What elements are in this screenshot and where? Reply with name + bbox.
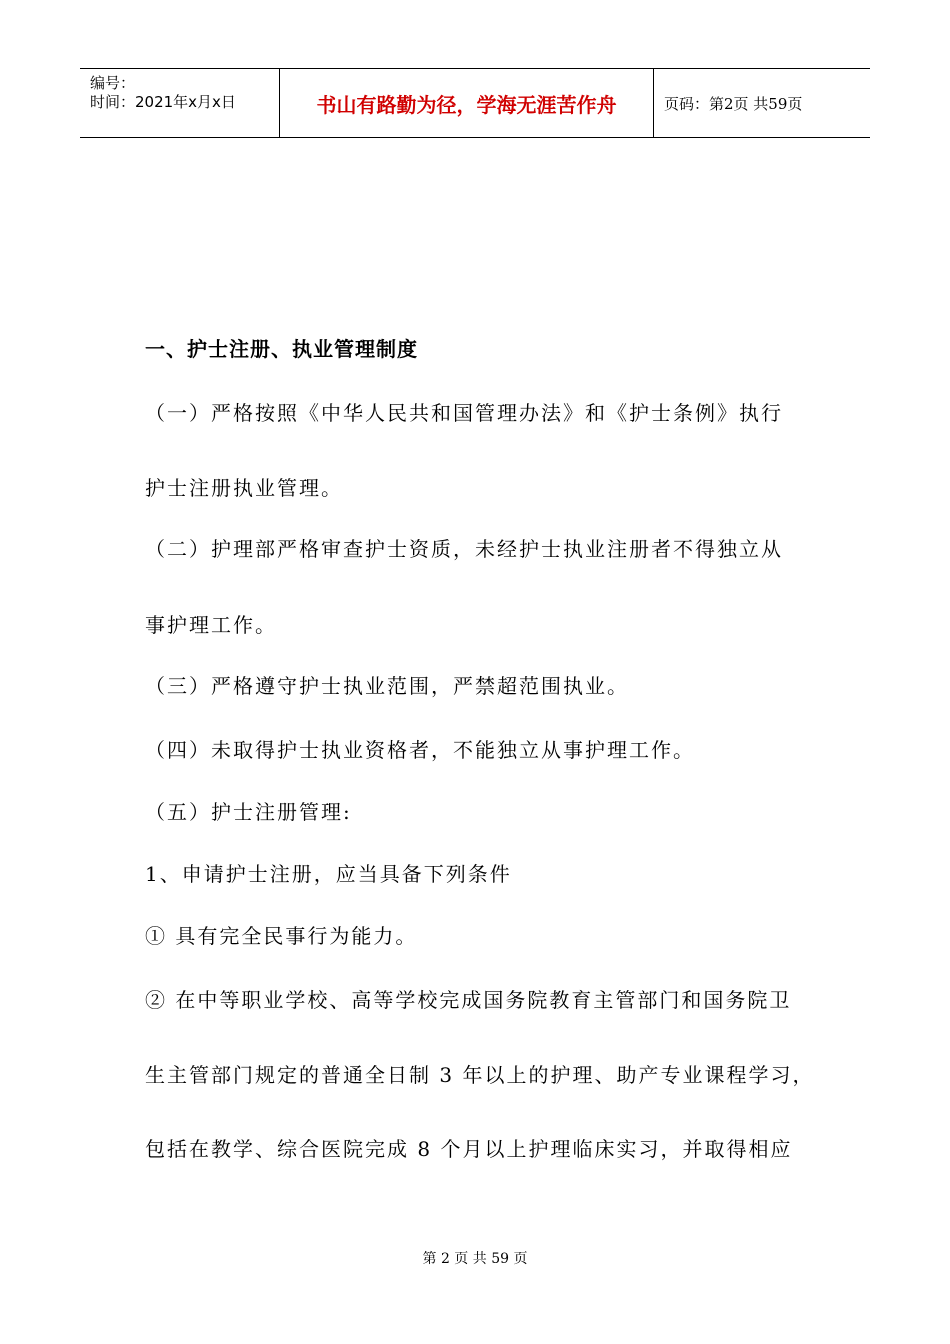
header-motto: 书山有路勤为径，学海无涯苦作舟: [280, 69, 654, 137]
body-line: （二）护理部严格审查护士资质，未经护士执业注册者不得独立从: [145, 537, 783, 561]
header-meta-cell: [80, 69, 280, 137]
body-line: 1、申请护士注册，应当具备下列条件: [145, 862, 512, 886]
body-line: （一）严格按照《中华人民共和国管理办法》和《护士条例》执行: [145, 401, 783, 425]
body-line: （五）护士注册管理:: [145, 800, 352, 824]
document-date-label: 时间：2021年x月x日: [90, 93, 236, 111]
section-title: 一、护士注册、执业管理制度: [145, 337, 418, 361]
body-line: 包括在教学、综合医院完成 8 个月以上护理临床实习，并取得相应: [145, 1137, 793, 1161]
body-line: 护士注册执业管理。: [145, 476, 343, 500]
header-page-cell: [654, 69, 870, 137]
body-line: ② 在中等职业学校、高等学校完成国务院教育主管部门和国务院卫: [145, 988, 792, 1012]
body-line: 事护理工作。: [145, 613, 277, 637]
body-line: （三）严格遵守护士执业范围，严禁超范围执业。: [145, 674, 629, 698]
body-line: （四）未取得护士执业资格者，不能独立从事护理工作。: [145, 738, 695, 762]
header-page-label: 页码：第2页 共59页: [664, 94, 803, 113]
page-header: [80, 68, 870, 138]
page-footer: 第 2 页 共 59 页: [422, 1251, 528, 1267]
body-line: 生主管部门规定的普通全日制 3 年以上的护理、助产专业课程学习，: [145, 1063, 815, 1087]
document-number-label: 编号：: [90, 74, 136, 92]
body-line: ① 具有完全民事行为能力。: [145, 924, 418, 948]
